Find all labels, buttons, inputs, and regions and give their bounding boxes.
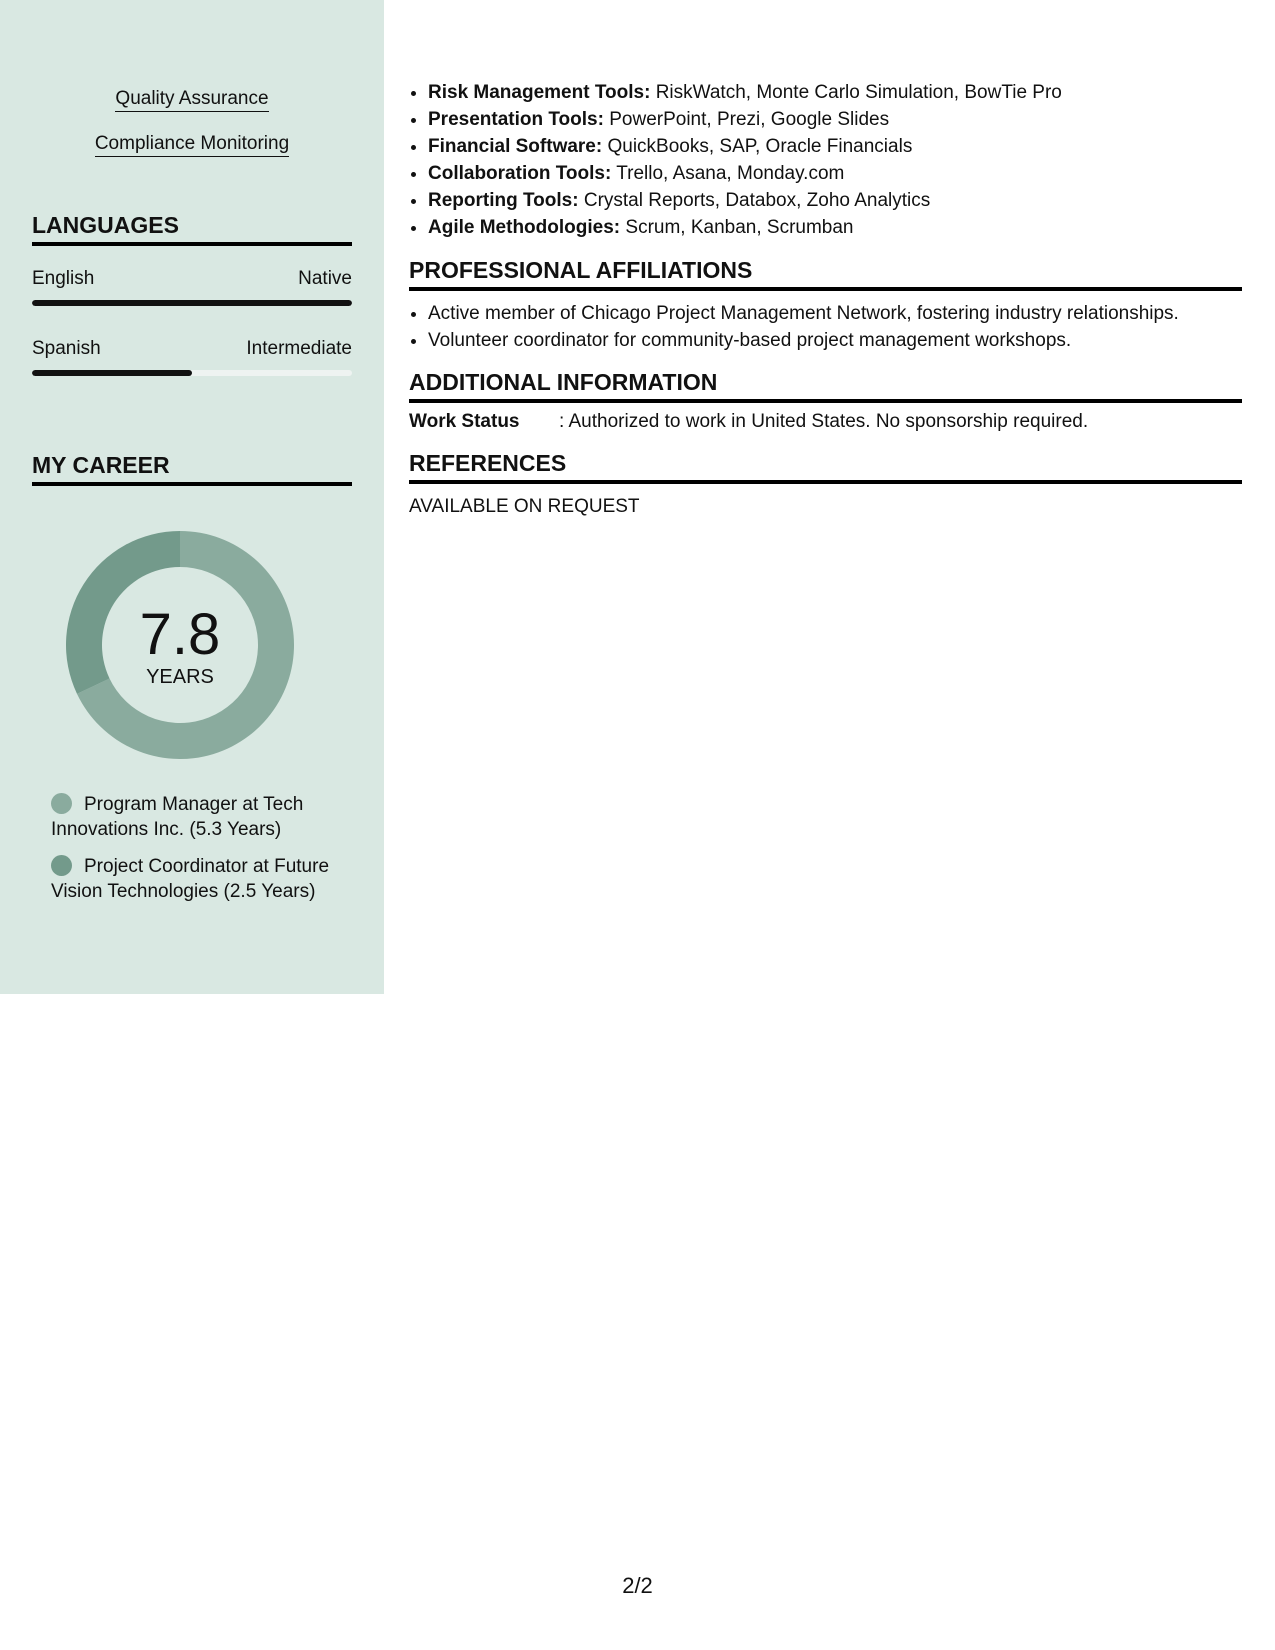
affiliations-list	[409, 300, 1261, 354]
list-item	[428, 187, 1261, 214]
affiliations-heading: PROFESSIONAL AFFILIATIONS	[409, 255, 1242, 291]
list-item: • Active member of Chicago Project Management Network, fostering industry relationships.	[428, 300, 1261, 327]
work-status-value: : Authorized to work in United States. No sponsorship required.	[559, 411, 1089, 432]
career-legend-item	[51, 854, 341, 904]
language-level: Intermediate	[246, 338, 352, 359]
page-number: 2/2	[622, 1573, 653, 1598]
legend-dot-icon	[51, 855, 72, 876]
career-total-unit: YEARS	[146, 666, 214, 688]
skill-tag-label: Quality Assurance	[115, 88, 268, 112]
tool-values: PowerPoint, Prezi, Google Slides	[609, 109, 890, 130]
language-name: English	[32, 268, 95, 289]
references-text: AVAILABLE ON REQUEST	[409, 496, 640, 517]
tool-category: Reporting Tools:	[428, 190, 579, 211]
career-legend-label: Program Manager at Tech Innovations Inc. (5.3 Years)	[51, 794, 304, 840]
additional-info-heading: ADDITIONAL INFORMATION	[409, 367, 1242, 403]
tool-values: QuickBooks, SAP, Oracle Financials	[607, 136, 913, 157]
language-name: Spanish	[32, 338, 101, 359]
career-heading: MY CAREER	[32, 450, 352, 486]
list-item	[428, 160, 1261, 187]
languages-heading: LANGUAGES	[32, 210, 352, 246]
tool-category: Collaboration Tools:	[428, 163, 612, 184]
references-heading: REFERENCES	[409, 448, 1242, 484]
tool-category: Risk Management Tools:	[428, 82, 651, 103]
tool-category: Financial Software:	[428, 136, 603, 157]
language-level: Native	[298, 268, 352, 289]
career-legend-label: Project Coordinator at Future Vision Technologies (2.5 Years)	[51, 856, 330, 902]
legend-dot-icon	[51, 793, 72, 814]
language-bar-fill	[32, 370, 192, 376]
language-bar-english	[32, 300, 352, 306]
language-row-spanish	[32, 337, 352, 361]
language-bar-fill	[32, 300, 352, 306]
tool-category: Agile Methodologies:	[428, 217, 621, 238]
work-status-label: Work Status	[409, 411, 520, 432]
tool-values: Scrum, Kanban, Scrumban	[625, 217, 854, 238]
list-item: • Volunteer coordinator for community-based project management workshops.	[428, 327, 1261, 354]
skill-tag-label: Compliance Monitoring	[95, 133, 289, 157]
list-item	[428, 133, 1261, 160]
tool-values: RiskWatch, Monte Carlo Simulation, BowTie Pro	[655, 82, 1062, 103]
tool-values: Trello, Asana, Monday.com	[616, 163, 845, 184]
list-item	[428, 79, 1261, 106]
tool-category: Presentation Tools:	[428, 109, 604, 130]
sidebar	[0, 0, 384, 994]
career-legend-item	[51, 792, 341, 842]
career-total-years: 7.8	[139, 602, 221, 667]
tool-values: Crystal Reports, Databox, Zoho Analytics	[583, 190, 931, 211]
skill-tag-compliance-monitoring	[0, 132, 384, 156]
tools-list	[409, 79, 1261, 241]
list-item	[428, 106, 1261, 133]
language-row-english	[32, 267, 352, 291]
list-item	[428, 214, 1261, 241]
skill-tag-quality-assurance	[0, 87, 384, 111]
language-bar-spanish	[32, 370, 352, 376]
